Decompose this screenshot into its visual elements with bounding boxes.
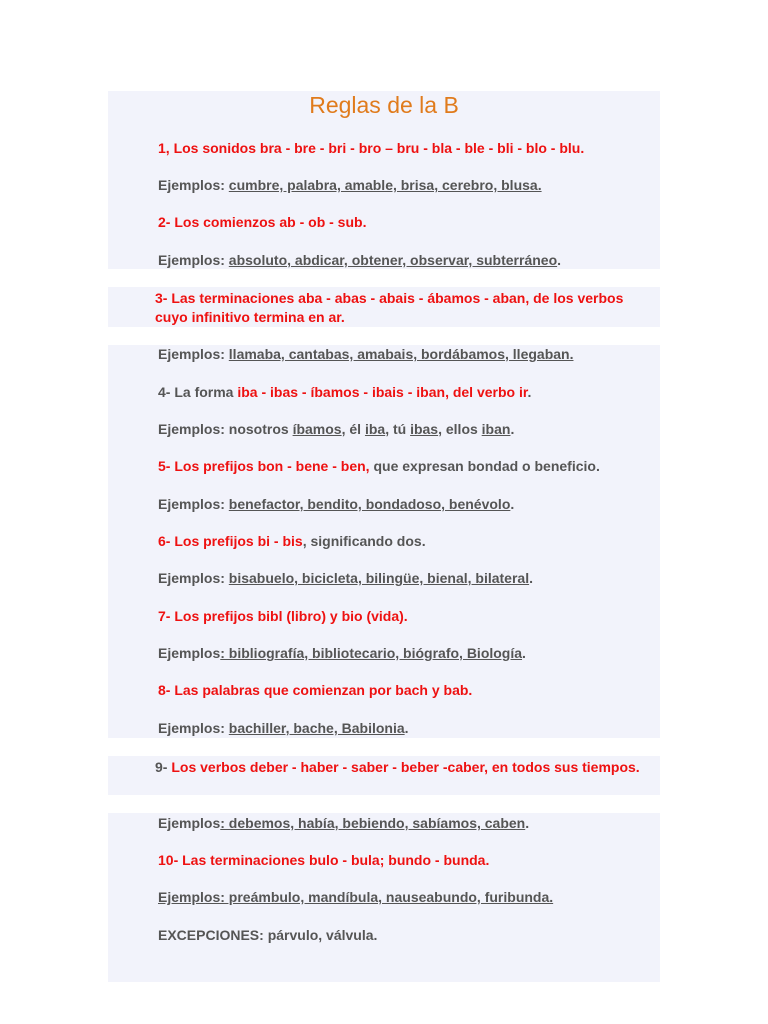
example-words: absoluto, abdicar, obtener, observar, subterráneo: [228, 252, 558, 268]
rule-tail: que expresan bondad o beneficio.: [369, 458, 600, 474]
example-word: iba: [364, 421, 386, 437]
example-8: [158, 720, 409, 737]
example-10: Ejemplos: preámbulo, mandíbula, nauseabundo, furibunda.: [158, 889, 554, 905]
example-label: Ejemplos: [158, 645, 221, 661]
example-words: bisabuelo, bicicleta, bilingüe, bienal, bilateral: [228, 570, 530, 586]
example-word: íbamos: [292, 421, 342, 437]
rule-3: 3- Las terminaciones aba - abas - abais - ábamos - aban, de los verbos cuyo infinitivo termina en ar.: [155, 290, 624, 325]
example-9: [158, 815, 529, 832]
example-tail: .: [510, 496, 515, 512]
example-word: ibas: [410, 421, 439, 437]
rule-6: [158, 533, 426, 550]
example-tail: .: [404, 720, 409, 736]
example-tail: .: [529, 570, 533, 586]
example-label: Ejemplos:: [158, 570, 229, 586]
example-label: Ejemplos:: [158, 720, 229, 736]
example-4: [158, 421, 514, 438]
rule-highlight: 5- Los prefijos bon - bene - ben,: [158, 458, 370, 474]
example-5: [158, 496, 514, 513]
rule-tail: .: [527, 384, 532, 400]
example-text: , él: [341, 421, 365, 437]
example-label: Ejemplos:: [158, 496, 229, 512]
example-7: [158, 645, 526, 662]
rule-tail: , significando dos.: [302, 533, 426, 549]
example-1: [158, 177, 542, 194]
example-words: llamaba, cantabas, amabais, bordábamos, llegaban.: [228, 346, 574, 362]
example-label: Ejemplos:: [158, 346, 229, 362]
example-words: cumbre, palabra, amable, brisa, cerebro, blusa.: [228, 177, 542, 193]
example-words: bachiller, bache, Babilonia: [228, 720, 405, 736]
example-words: benefactor, bendito, bondadoso, benévolo: [228, 496, 511, 512]
example-text: , ellos: [438, 421, 482, 437]
rule-prefix: 4- La forma: [158, 384, 238, 400]
rule-7: 7- Los prefijos bibl (libro) y bio (vida).: [158, 608, 408, 624]
rule-highlight: 6- Los prefijos bi - bis: [158, 533, 303, 549]
rule-8: 8- Las palabras que comienzan por bach y bab.: [158, 682, 473, 698]
example-text: .: [510, 421, 515, 437]
example-6: [158, 570, 533, 587]
example-text: nosotros: [228, 421, 293, 437]
example-tail: .: [525, 815, 530, 831]
rule-9: [155, 758, 645, 777]
example-label: Ejemplos: [158, 815, 221, 831]
rule-5: [158, 458, 600, 475]
rule-2: 2- Los comienzos ab - ob - sub.: [158, 214, 367, 230]
exceptions: EXCEPCIONES: párvulo, válvula.: [158, 927, 378, 943]
example-words: : bibliografía, bibliotecario, biógrafo, Biología: [220, 645, 523, 661]
example-label: Ejemplos:: [158, 177, 229, 193]
rule-text: Los verbos deber - haber - saber - beber -caber, en todos sus tiempos.: [171, 759, 640, 775]
example-label: Ejemplos:: [158, 252, 229, 268]
example-text: , tú: [385, 421, 411, 437]
example-3: [158, 346, 573, 363]
example-tail: .: [557, 252, 562, 268]
example-label: Ejemplos:: [158, 421, 229, 437]
rule-1: 1, Los sonidos bra - bre - bri - bro – bru - bla - ble - bli - blo - blu.: [158, 140, 585, 156]
page-title: Reglas de la B: [309, 92, 459, 118]
example-tail: .: [522, 645, 526, 661]
rule-highlight: iba - ibas - íbamos - ibais - iban, del verbo ir: [237, 384, 528, 400]
example-words: : debemos, había, bebiendo, sabíamos, caben: [220, 815, 526, 831]
rule-prefix: 9-: [155, 759, 172, 775]
rule-4: [158, 384, 531, 401]
example-word: iban: [481, 421, 511, 437]
example-2: [158, 252, 561, 269]
rule-10: 10- Las terminaciones bulo - bula; bundo - bunda.: [158, 852, 490, 868]
